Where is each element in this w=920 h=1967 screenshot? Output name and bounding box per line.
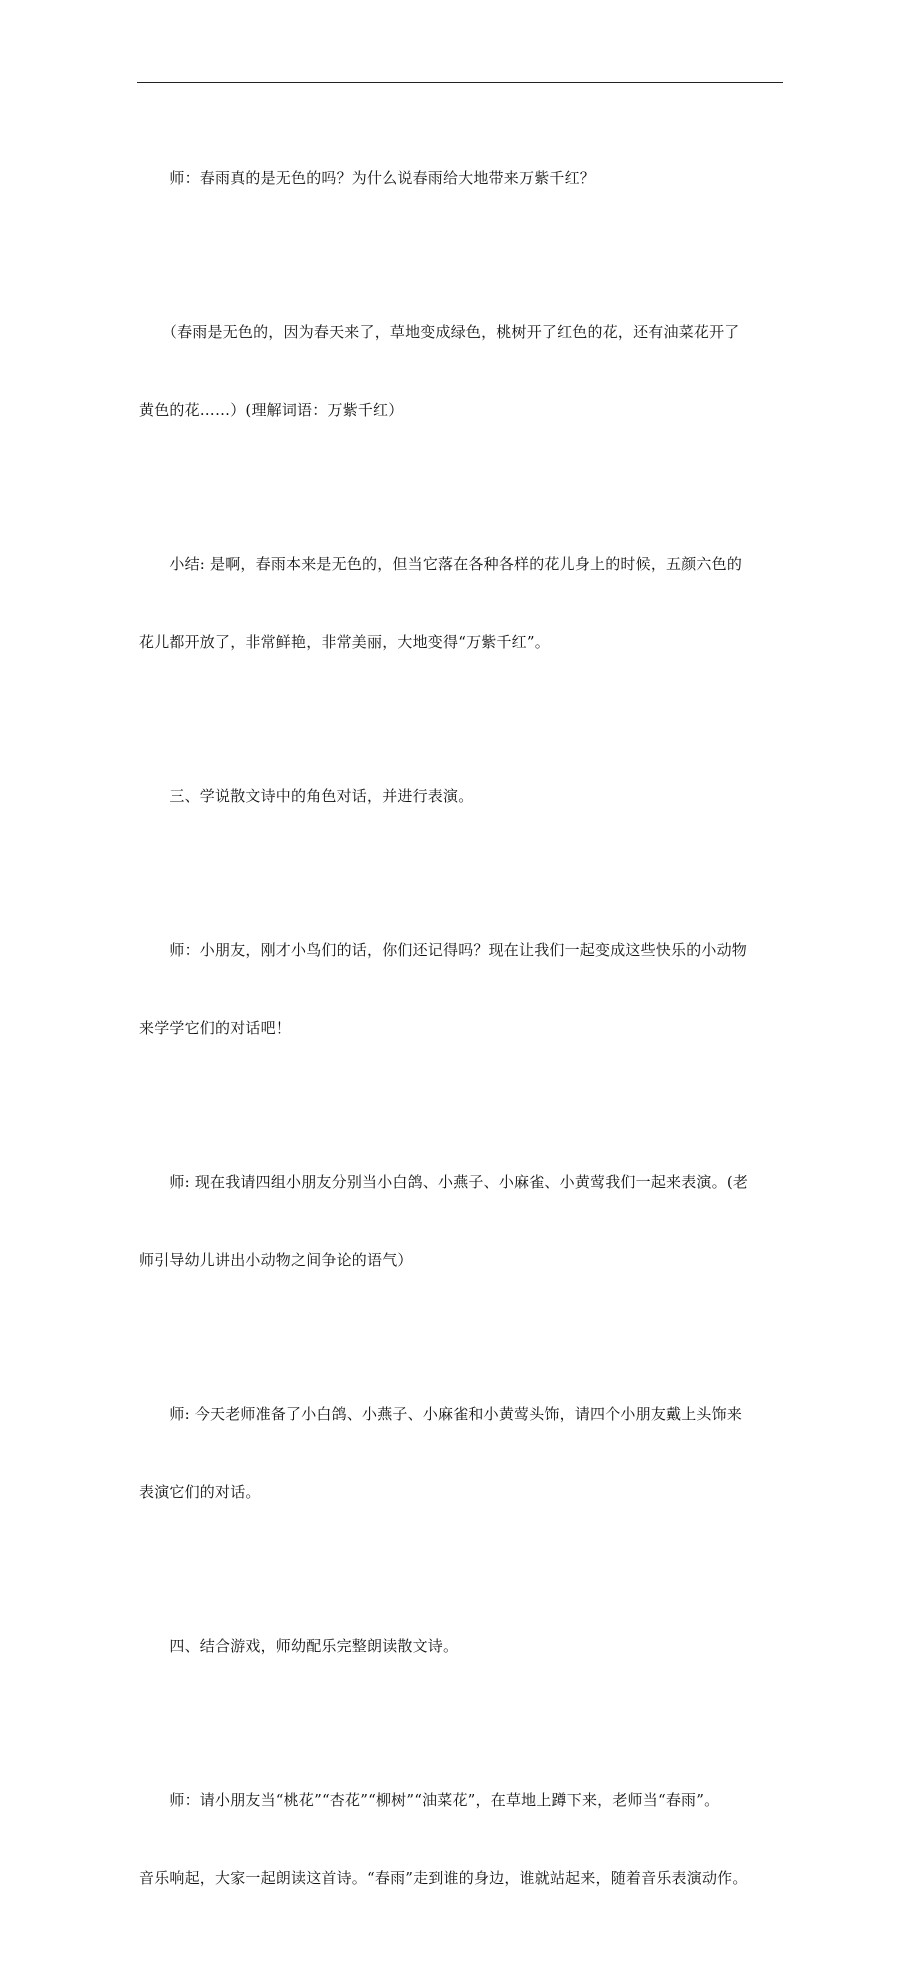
paragraph bbox=[139, 499, 789, 707]
text-line: 花儿都开放了，非常鲜艳，非常美丽，大地变得“万紫千红”。 bbox=[139, 633, 550, 651]
text-line: 师：小朋友，刚才小鸟们的话，你们还记得吗？现在让我们一起变成这些快乐的小动物 bbox=[139, 941, 748, 959]
text-line: （春雨是无色的，因为春天来了，草地变成绿色，桃树开了红色的花，还有油菜花开了 bbox=[139, 323, 740, 341]
text-line: 四、结合游戏，师幼配乐完整朗读散文诗。 bbox=[139, 1637, 459, 1655]
text-line: 表演它们的对话。 bbox=[139, 1483, 261, 1501]
text-line: 师：请小朋友当“桃花”“杏花”“柳树”“油菜花”，在草地上蹲下来，老师当“春雨”。 bbox=[139, 1791, 720, 1809]
text-line: 师: 今天老师准备了小白鸽、小燕子、小麻雀和小黄莺头饰，请四个小朋友戴上头饰来 bbox=[139, 1405, 743, 1423]
text-line: 来学学它们的对话吧！ bbox=[139, 1019, 292, 1037]
document-body bbox=[139, 113, 789, 1967]
paragraph bbox=[139, 1349, 789, 1557]
paragraph bbox=[139, 885, 789, 1093]
section-heading bbox=[139, 731, 789, 861]
text-line: 师引导幼儿讲出小动物之间争论的语气） bbox=[139, 1251, 413, 1269]
section-heading bbox=[139, 1581, 789, 1711]
text-line: 黄色的花……）(理解词语：万紫千红） bbox=[139, 401, 404, 419]
text-line: 三、学说散文诗中的角色对话，并进行表演。 bbox=[139, 787, 474, 805]
header-rule bbox=[137, 82, 783, 83]
text-line: 小结: 是啊，春雨本来是无色的，但当它落在各种各样的花儿身上的时候，五颜六色的 bbox=[139, 555, 743, 573]
paragraph bbox=[139, 113, 789, 243]
text-line: 师: 现在我请四组小朋友分别当小白鸽、小燕子、小麻雀、小黄莺我们一起来表演。(老 bbox=[139, 1173, 749, 1191]
paragraph bbox=[139, 267, 789, 475]
paragraph bbox=[139, 1735, 789, 1943]
text-line: 师：春雨真的是无色的吗？为什么说春雨给大地带来万紫千红？ bbox=[139, 169, 596, 187]
paragraph bbox=[139, 1117, 789, 1325]
text-line: 音乐响起，大家一起朗读这首诗。“春雨”走到谁的身边，谁就站起来，随着音乐表演动作。 bbox=[139, 1869, 748, 1887]
